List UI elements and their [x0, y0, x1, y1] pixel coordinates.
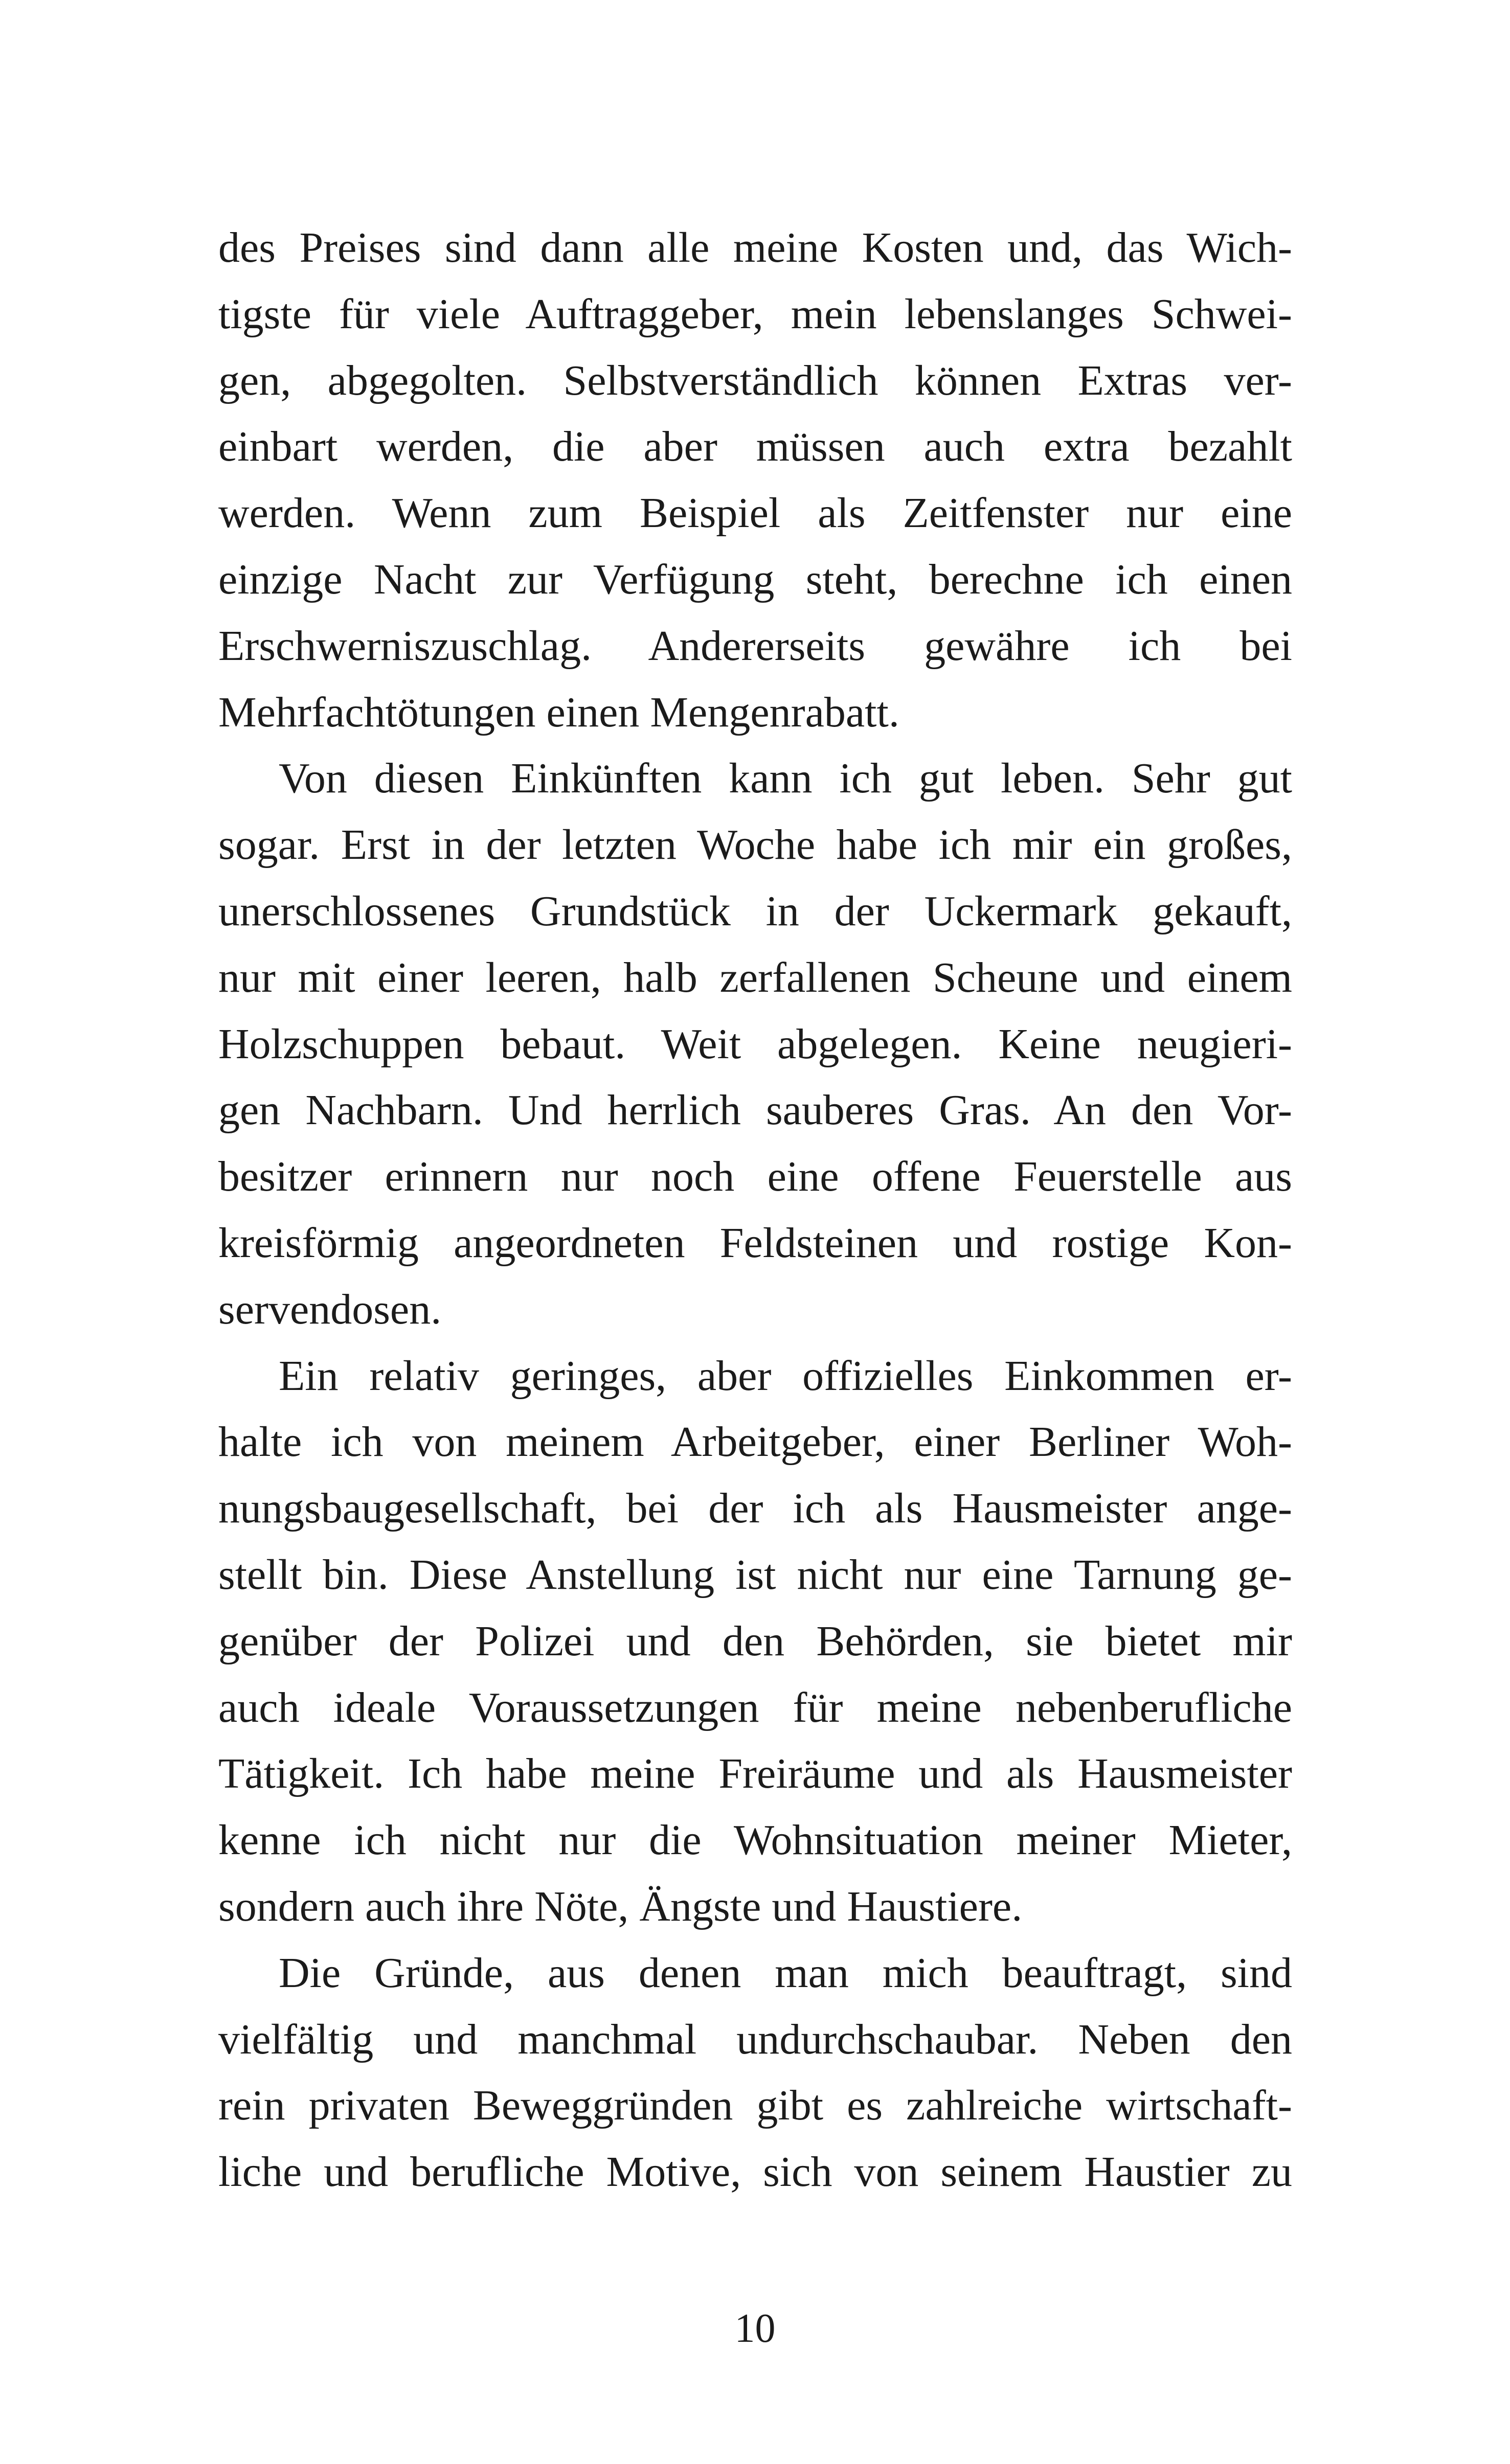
text-line: nungsbaugesellschaft, bei der ich als Hausmeister ange- — [218, 1485, 1292, 1533]
text-line: des Preises sind dann alle meine Kosten und, das Wich- — [218, 224, 1292, 271]
text-line: werden. Wenn zum Beispiel als Zeitfenster nur eine — [218, 489, 1292, 537]
text-line: auch ideale Voraussetzungen für meine nebenberufliche — [218, 1683, 1292, 1731]
text-line: Ein relativ geringes, aber offizielles Einkommen er- — [279, 1352, 1292, 1400]
text-line: halte ich von meinem Arbeitgeber, einer Berliner Woh- — [218, 1418, 1292, 1466]
text-line: Von diesen Einkünften kann ich gut leben. Sehr gut — [279, 755, 1292, 803]
text-line: Die Gründe, aus denen man mich beauftragt, sind — [279, 1949, 1292, 1997]
text-line: einbart werden, die aber müssen auch extra bezahlt — [218, 423, 1292, 471]
text-line: einzige Nacht zur Verfügung steht, berechne ich einen — [218, 555, 1292, 603]
text-line: kreisförmig angeordneten Feldsteinen und rostige Kon- — [218, 1219, 1292, 1267]
text-line: servendosen. — [218, 1285, 442, 1333]
text-line: genüber der Polizei und den Behörden, sie bietet mir — [218, 1617, 1292, 1665]
text-line: unerschlossenes Grundstück in der Uckermark gekauft, — [218, 887, 1292, 935]
text-line: Mehrfachtötungen einen Mengenrabatt. — [218, 688, 899, 736]
text-line: liche und berufliche Motive, sich von seinem Haustier zu — [218, 2148, 1292, 2196]
text-line: tigste für viele Auftraggeber, mein lebenslanges Schwei- — [218, 290, 1292, 338]
text-line: besitzer erinnern nur noch eine offene Feuerstelle aus — [218, 1153, 1292, 1201]
text-line: sogar. Erst in der letzten Woche habe ich mir ein großes, — [218, 821, 1292, 869]
text-line: sondern auch ihre Nöte, Ängste und Haustiere. — [218, 1882, 1023, 1930]
text-line: gen, abgegolten. Selbstverständlich können Extras ver- — [218, 356, 1292, 404]
page-number: 10 — [734, 2306, 776, 2351]
text-line: Tätigkeit. Ich habe meine Freiräume und als Hausmeister — [218, 1750, 1292, 1798]
text-line: vielfältig und manchmal undurchschaubar. Neben den — [218, 2015, 1292, 2063]
text-line: kenne ich nicht nur die Wohnsituation meiner Mieter, — [218, 1816, 1292, 1864]
text-line: Holzschuppen bebaut. Weit abgelegen. Keine neugieri- — [218, 1020, 1292, 1068]
page-body-text — [218, 215, 1292, 2205]
text-line: gen Nachbarn. Und herrlich sauberes Gras. An den Vor- — [218, 1086, 1292, 1134]
text-line: stellt bin. Diese Anstellung ist nicht nur eine Tarnung ge- — [218, 1550, 1292, 1599]
text-line: rein privaten Beweggründen gibt es zahlreiche wirtschaft- — [218, 2082, 1292, 2130]
text-line: nur mit einer leeren, halb zerfallenen Scheune und einem — [218, 953, 1292, 1001]
text-line: Erschwerniszuschlag. Andererseits gewähre ich bei — [218, 622, 1292, 670]
